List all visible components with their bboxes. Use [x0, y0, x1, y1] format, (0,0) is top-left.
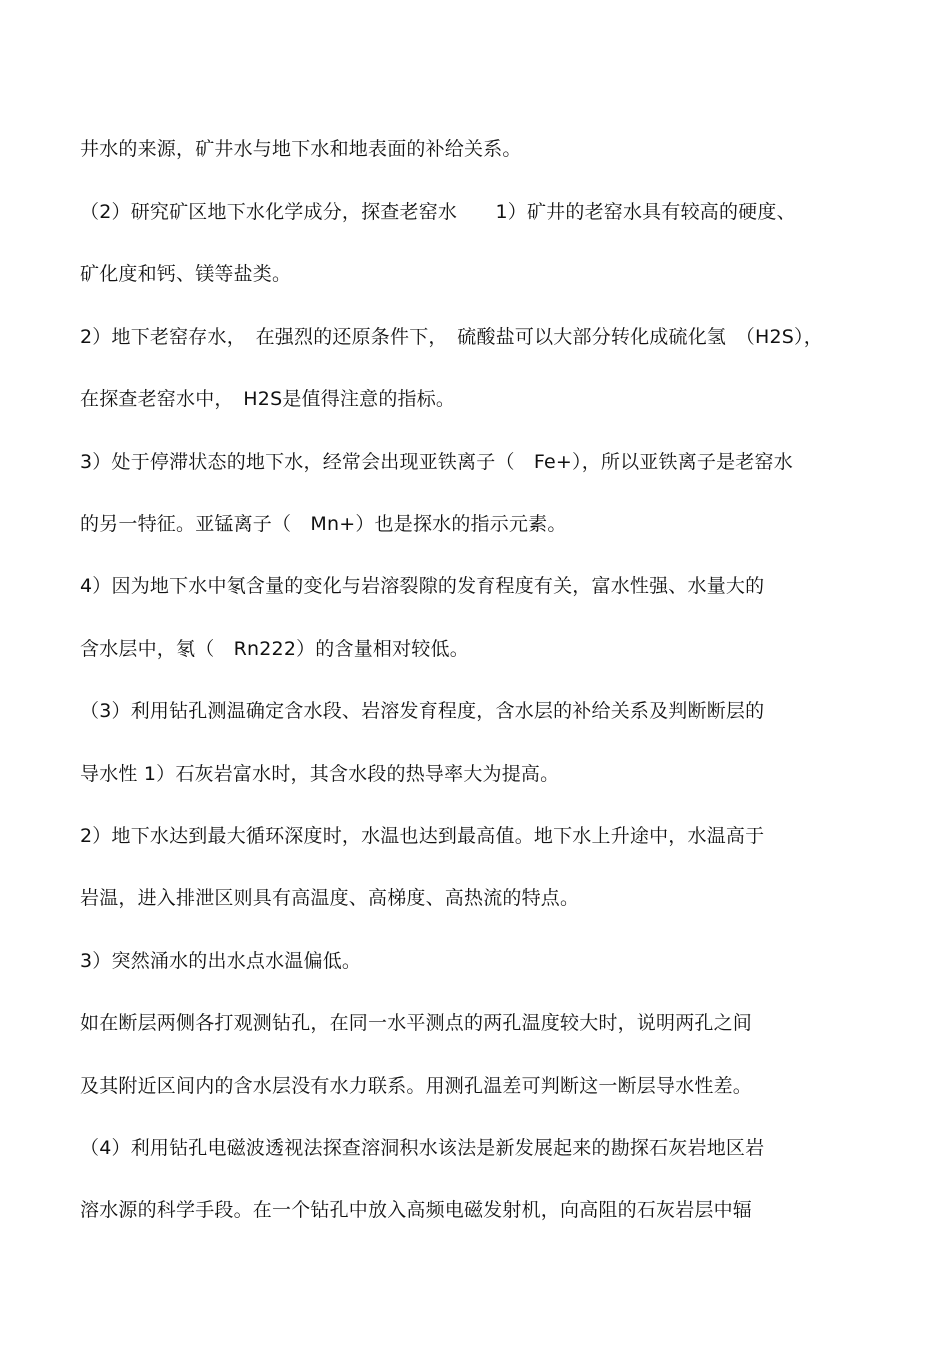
text-line: （2）研究矿区地下水化学成分，探查老窑水 1）矿井的老窑水具有较高的硬度、 — [80, 201, 796, 223]
text-line: 如在断层两侧各打观测钻孔，在同一水平测点的两孔温度较大时，说明两孔之间 — [80, 1012, 753, 1034]
text-line: 2）地下水达到最大循环深度时，水温也达到最高值。地下水上升途中，水温高于 — [80, 825, 765, 847]
text-line: 3）突然涌水的出水点水温偏低。 — [80, 950, 362, 972]
text-line: （4）利用钻孔电磁波透视法探查溶洞积水该法是新发展起来的勘探石灰岩地区岩 — [80, 1137, 765, 1159]
text-line: 的另一特征。亚锰离子（ Mn+）也是探水的指示元素。 — [80, 513, 567, 535]
text-line: 溶水源的科学手段。在一个钻孔中放入高频电磁发射机，向高阻的石灰岩层中辐 — [80, 1199, 753, 1221]
text-line: 导水性 1）石灰岩富水时，其含水段的热导率大为提高。 — [80, 763, 560, 785]
text-line: 3）处于停滞状态的地下水，经常会出现亚铁离子（ Fe+），所以亚铁离子是老窑水 — [80, 451, 793, 473]
text-line: （3）利用钻孔测温确定含水段、岩溶发育程度，含水层的补给关系及判断断层的 — [80, 700, 765, 722]
text-line: 及其附近区间内的含水层没有水力联系。用测孔温差可判断这一断层导水性差。 — [80, 1075, 753, 1097]
text-line: 岩温，进入排泄区则具有高温度、高梯度、高热流的特点。 — [80, 887, 580, 909]
text-line: 含水层中，氡（ Rn222）的含量相对较低。 — [80, 638, 469, 660]
text-line: 4）因为地下水中氡含量的变化与岩溶裂隙的发育程度有关，富水性强、水量大的 — [80, 575, 765, 597]
text-line: 在探查老窑水中， H2S是值得注意的指标。 — [80, 388, 456, 410]
text-line: 矿化度和钙、镁等盐类。 — [80, 263, 292, 285]
text-line: 2）地下老窑存水， 在强烈的还原条件下， 硫酸盐可以大部分转化成硫化氢 （H2S）， — [80, 326, 823, 348]
text-line: 井水的来源，矿井水与地下水和地表面的补给关系。 — [80, 138, 522, 160]
